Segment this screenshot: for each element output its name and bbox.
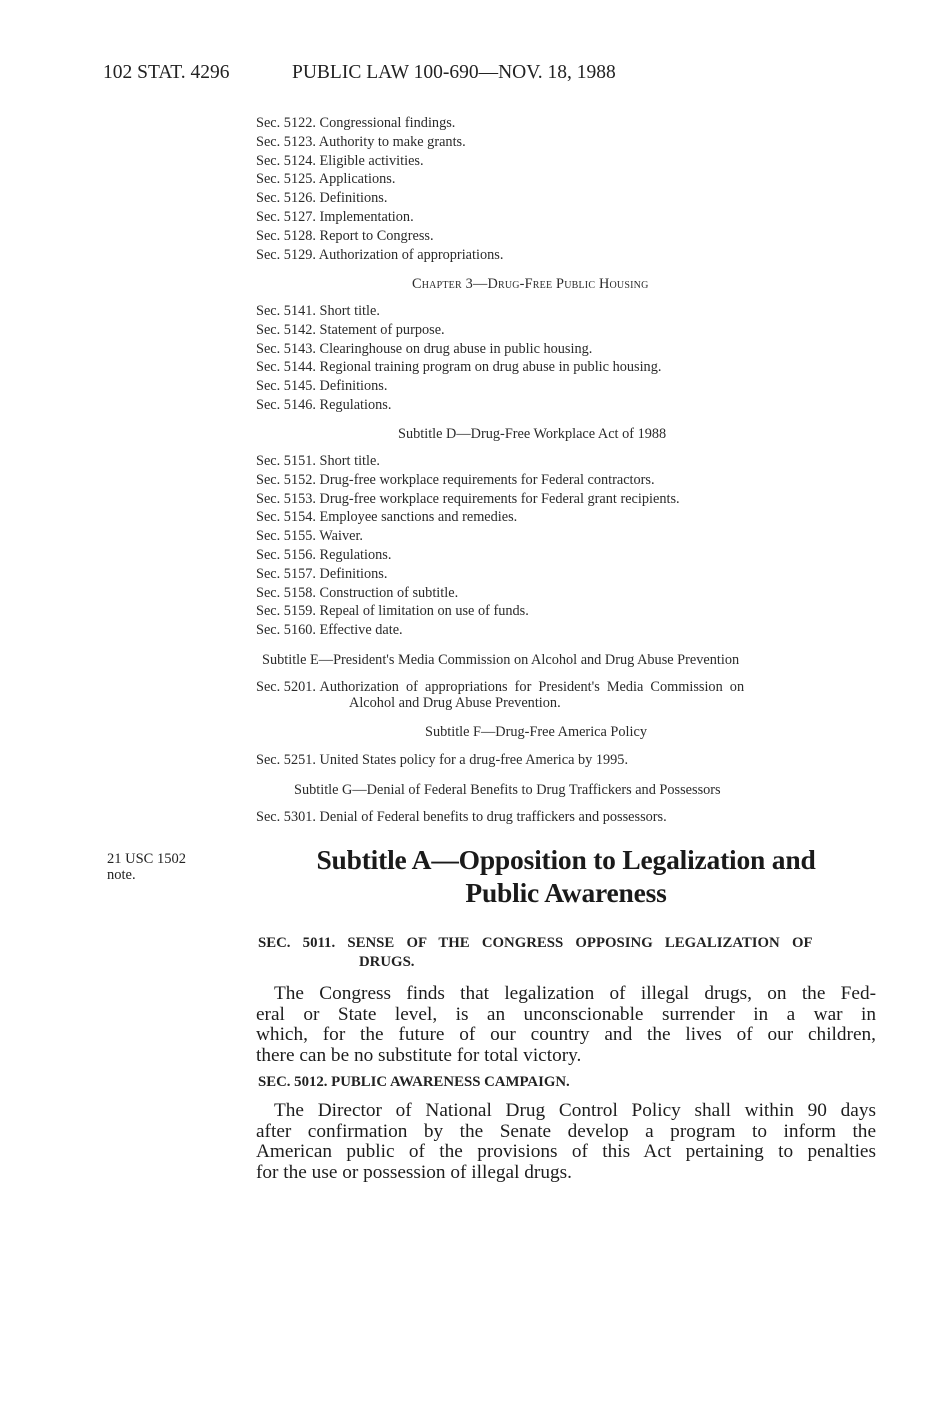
page-law-title: PUBLIC LAW 100-690—NOV. 18, 1988: [292, 62, 616, 83]
toc-sec-title: Authorization of appropriations for President's Media Commission on: [319, 679, 745, 695]
toc-sec-number: Sec. 5152.: [256, 471, 316, 488]
toc-sec-number: Sec. 5125.: [256, 171, 316, 188]
toc-entry: [256, 452, 680, 471]
toc-entry: [256, 751, 628, 770]
toc-entry: [256, 189, 503, 208]
toc-group-chapter2: [256, 114, 503, 264]
toc-sec-number: Sec. 5146.: [256, 396, 316, 413]
toc-sec-title: Clearinghouse on drug abuse in public housing.: [319, 340, 593, 357]
section-5012-body: [256, 1101, 876, 1183]
margin-note-line: 21 USC 1502: [107, 851, 186, 867]
paragraph-line: eral or State level, is an unconscionable surrender in a war in: [256, 1003, 876, 1025]
toc-entry: [256, 246, 503, 265]
toc-subtitle-g-heading: Subtitle G—Denial of Federal Benefits to Drug Traffickers and Possessors: [294, 782, 721, 798]
toc-entry: [256, 621, 680, 640]
toc-sec-title: Short title.: [319, 303, 380, 319]
section-5011-body: [256, 984, 876, 1066]
toc-sec-number: Sec. 5251.: [256, 752, 316, 768]
toc-entry: [256, 546, 680, 565]
toc-entry: [256, 208, 503, 227]
toc-entry: [256, 302, 661, 321]
toc-sec-number: Sec. 5124.: [256, 152, 316, 169]
toc-sec-title: Definitions.: [319, 190, 388, 207]
section-heading-line: SEC. 5011. SENSE OF THE CONGRESS OPPOSING LEGALIZATION OF: [258, 935, 813, 951]
toc-sec-title: Authority to make grants.: [318, 133, 466, 150]
paragraph-line: there can be no substitute for total victory.: [256, 1044, 582, 1066]
paragraph-line: which, for the future of our country and the lives of our children,: [256, 1024, 876, 1045]
toc-group-subtitle-g: [256, 808, 667, 827]
toc-sec-number: Sec. 5142.: [256, 321, 316, 338]
toc-sec-number: Sec. 5159.: [256, 603, 316, 620]
toc-sec-number: Sec. 5144.: [256, 359, 316, 376]
toc-sec-title: Repeal of limitation on use of funds.: [319, 603, 529, 620]
toc-sec-number: Sec. 5141.: [256, 303, 316, 319]
toc-sec-number: Sec. 5154.: [256, 509, 316, 526]
toc-sec-title: Employee sanctions and remedies.: [319, 509, 518, 526]
toc-group-subtitle-f: [256, 751, 628, 770]
toc-sec-number: Sec. 5157.: [256, 565, 316, 582]
toc-entry: [256, 114, 503, 133]
section-heading-line: SEC. 5012. PUBLIC AWARENESS CAMPAIGN.: [258, 1074, 570, 1090]
toc-group-subtitle-d: [256, 452, 680, 640]
toc-sec-title: Regulations.: [319, 396, 392, 413]
toc-entry: [256, 358, 661, 377]
toc-sec-number: Sec. 5128.: [256, 227, 316, 244]
toc-entry: [256, 321, 661, 340]
section-heading-line: DRUGS.: [359, 954, 415, 970]
toc-chapter3-heading: Chapter 3—Drug-Free Public Housing: [412, 276, 649, 292]
toc-sec-number: Sec. 5153.: [256, 490, 316, 507]
toc-sec-title: Construction of subtitle.: [319, 584, 459, 601]
paragraph-line: The Congress finds that legalization of illegal drugs, on the Fed-: [274, 983, 876, 1004]
toc-subtitle-e-heading: Subtitle E—President's Media Commission on Alcohol and Drug Abuse Prevention: [262, 652, 740, 668]
toc-sec-number: Sec. 5129.: [256, 246, 316, 263]
toc-sec-number: Sec. 5156.: [256, 546, 316, 563]
toc-sec-number: Sec. 5143.: [256, 340, 316, 357]
toc-group-subtitle-e: [256, 679, 744, 711]
paragraph-line: The Director of National Drug Control Policy shall within 90 days: [274, 1100, 876, 1121]
toc-sec-title: Definitions.: [319, 378, 388, 395]
toc-entry: [256, 565, 680, 584]
toc-entry: [256, 340, 661, 359]
toc-entry: [256, 602, 680, 621]
toc-sec-number: Sec. 5301.: [256, 809, 316, 825]
toc-entry: [256, 508, 680, 527]
toc-sec-number: Sec. 5122.: [256, 115, 316, 131]
toc-entry: [256, 133, 503, 152]
toc-entry: [256, 490, 680, 509]
toc-sec-title: Waiver.: [319, 528, 364, 545]
toc-entry: [256, 471, 680, 490]
toc-sec-title: Regional training program on drug abuse in public housing.: [319, 359, 662, 376]
page-stat-reference: 102 STAT. 4296: [103, 62, 230, 83]
toc-entry: [256, 396, 661, 415]
margin-note-line: note.: [107, 867, 136, 883]
section-5011-heading: [258, 935, 813, 971]
toc-entry: [256, 679, 744, 695]
subtitle-a-heading-line: Public Awareness: [465, 877, 667, 908]
toc-subtitle-f-heading: Subtitle F—Drug-Free America Policy: [425, 724, 647, 740]
toc-sec-title: Effective date.: [319, 622, 403, 639]
toc-sec-number: Sec. 5160.: [256, 622, 316, 639]
toc-sec-number: Sec. 5155.: [256, 528, 316, 545]
toc-entry: [256, 170, 503, 189]
toc-entry: [256, 584, 680, 603]
toc-sec-title: Authorization of appropriations.: [318, 246, 504, 263]
paragraph-line: American public of the provisions of this Act pertaining to penalties: [256, 1141, 876, 1162]
toc-sec-title: Drug-free workplace requirements for Federal grant recipients.: [319, 490, 680, 507]
margin-note-usc: [107, 851, 186, 883]
toc-group-chapter3: [256, 302, 661, 415]
paragraph-line: for the use or possession of illegal drugs.: [256, 1161, 572, 1183]
toc-sec-title: Denial of Federal benefits to drug traffickers and possessors.: [319, 809, 667, 825]
paragraph-line: after confirmation by the Senate develop a program to inform the: [256, 1120, 876, 1142]
toc-sec-number: Sec. 5151.: [256, 453, 316, 469]
toc-sec-number: Sec. 5123.: [256, 133, 316, 150]
toc-sec-title: Short title.: [319, 453, 380, 469]
toc-sec-number: Sec. 5158.: [256, 584, 316, 601]
section-5012-heading: [258, 1074, 570, 1091]
toc-entry-continuation: Alcohol and Drug Abuse Prevention.: [349, 695, 561, 711]
toc-entry: [256, 527, 680, 546]
toc-sec-title: Definitions.: [319, 565, 388, 582]
subtitle-a-heading: [258, 843, 874, 909]
toc-sec-title: Congressional findings.: [319, 115, 456, 131]
toc-sec-title: Statement of purpose.: [319, 321, 445, 338]
toc-entry: [256, 227, 503, 246]
toc-sec-number: Sec. 5145.: [256, 378, 316, 395]
toc-sec-number: Sec. 5126.: [256, 190, 316, 207]
toc-sec-title: Applications.: [318, 171, 396, 188]
toc-sec-number: Sec. 5201.: [256, 679, 316, 695]
toc-subtitle-d-heading: Subtitle D—Drug-Free Workplace Act of 1988: [398, 426, 667, 442]
toc-sec-number: Sec. 5127.: [256, 208, 316, 225]
toc-entry: [256, 808, 667, 827]
toc-sec-title: Regulations.: [319, 546, 392, 563]
toc-sec-title: Eligible activities.: [319, 152, 424, 169]
toc-sec-title: Drug-free workplace requirements for Federal contractors.: [319, 471, 655, 488]
toc-sec-title: Report to Congress.: [319, 227, 434, 244]
toc-entry: [256, 152, 503, 171]
toc-sec-title: United States policy for a drug-free America by 1995.: [319, 752, 629, 768]
toc-sec-title: Implementation.: [319, 208, 414, 225]
subtitle-a-heading-line: Subtitle A—Opposition to Legalization and: [316, 844, 816, 875]
toc-entry: [256, 377, 661, 396]
